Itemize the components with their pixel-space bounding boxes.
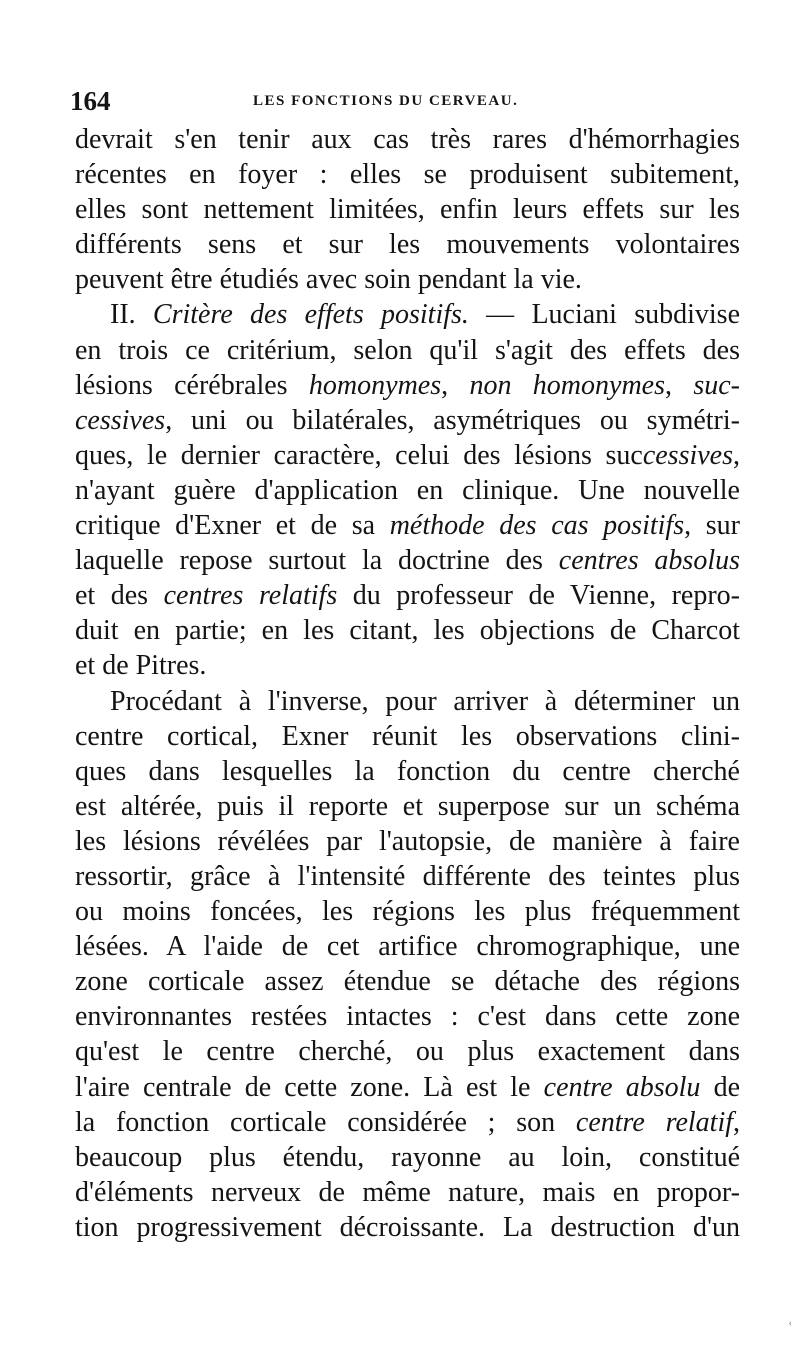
text-line: d'éléments nerveux de même nature, mais en propor- [75,1176,740,1208]
text-line: récentes en foyer : elles se produisent subitement, [75,159,740,191]
text-line: les lésions révélées par l'autopsie, de manière à faire [75,825,740,857]
text-line: est altérée, puis il reporte et superpose sur un schéma [75,790,740,822]
text-line: qu'est le centre cherché, ou plus exactement dans [75,1036,740,1068]
text-line: duit en partie; en les citant, les objections de Charcot [75,615,740,647]
text-line: elles sont nettement limitées, enfin leurs effets sur les [75,194,740,226]
text-line: lésées. A l'aide de cet artifice chromographique, une [75,931,740,963]
italic-term: cessives [75,404,166,436]
italic-term: centre absolu [543,1071,701,1103]
text-line: environnantes restées intactes : c'est dans cette zone [75,1001,740,1033]
text-line: cessives, uni ou bilatérales, asymétriques ou symétri- [75,404,740,436]
text-line: différents sens et sur les mouvements volontaires [75,229,740,261]
body-text [75,122,740,1245]
italic-term: homonymes [308,369,442,401]
page-header [70,86,558,116]
italic-term: non homonymes [469,369,665,401]
margin-speck: ‹ [788,1318,792,1329]
text-line: ques, le dernier caractère, celui des lésions successives, [75,439,740,471]
text-line: zone corticale assez étendue se détache des régions [75,966,740,998]
italic-term: centres relatifs [163,580,338,612]
page-number: 164 [70,86,111,116]
text-line: II. Critère des effets positifs. — Luciani subdivise [110,299,740,331]
text-line: critique d'Exner et de sa méthode des cas positifs, sur [75,510,740,542]
italic-term: cessives [642,439,733,471]
text-line: centre cortical, Exner réunit les observations clini- [75,720,740,752]
italic-term: suc- [693,369,740,401]
text-line: laquelle repose surtout la doctrine des centres absolus [75,545,740,577]
text-line: n'ayant guère d'application en clinique. Une nouvelle [75,474,740,506]
text-line: la fonction corticale considérée ; son centre relatif, [75,1106,740,1138]
text-line: et des centres relatifs du professeur de Vienne, repro- [75,580,740,612]
italic-term: centres absolus [558,545,740,577]
italic-term: méthode des cas positifs [389,510,685,542]
text-line: ques dans lesquelles la fonction du centre cherché [75,755,740,787]
text-line: devrait s'en tenir aux cas très rares d'hémorrhagies [75,124,740,155]
text-line: et de Pitres. [75,650,207,682]
text-line: Procédant à l'inverse, pour arriver à déterminer un [110,685,740,717]
text-line: lésions cérébrales homonymes, non homonymes, suc- [75,369,740,401]
text-line: tion progressivement décroissante. La destruction d'un [75,1211,740,1243]
text-line: ou moins foncées, les régions les plus fréquemment [75,896,740,928]
italic-term: Critère des effets positifs. [152,299,469,331]
running-head: LES FONCTIONS DU CERVEAU. [253,93,519,109]
italic-term: centre relatif [575,1106,733,1138]
text-line: beaucoup plus étendu, rayonne au loin, constitué [75,1141,740,1173]
text-line: peuvent être étudiés avec soin pendant la vie. [75,264,582,296]
text-line: en trois ce critérium, selon qu'il s'agit des effets des [75,334,740,366]
text-line: l'aire centrale de cette zone. Là est le centre absolu de [75,1071,740,1103]
text-line: ressortir, grâce à l'intensité différente des teintes plus [75,860,740,892]
